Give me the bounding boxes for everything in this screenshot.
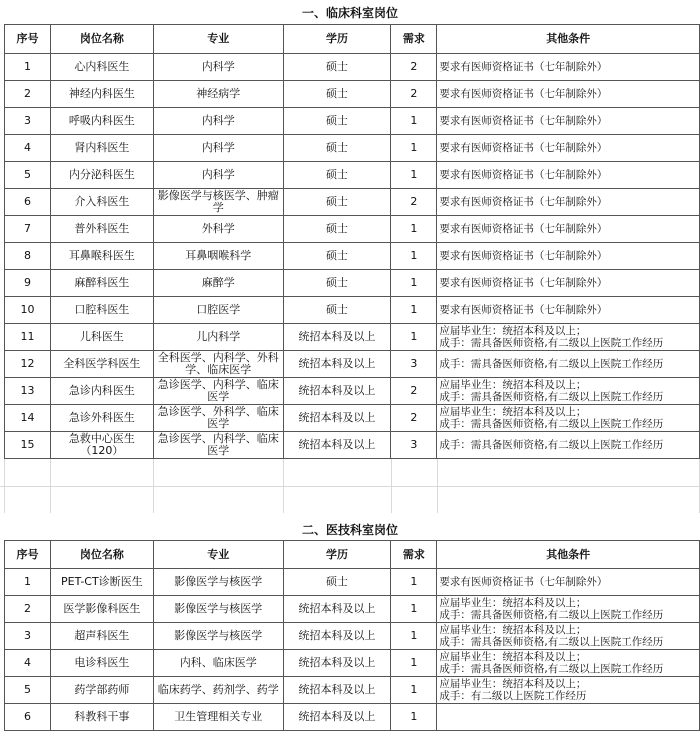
condition-line: 要求有医师资格证书（七年制除外） xyxy=(439,576,608,588)
condition-line: 要求有医师资格证书（七年制除外） xyxy=(439,196,608,208)
condition-line: 要求有医师资格证书（七年制除外） xyxy=(439,277,608,289)
major-cell: 神经病学 xyxy=(153,81,283,108)
degree-cell: 硕士 xyxy=(283,135,391,162)
table-header-row xyxy=(5,25,700,54)
table-row xyxy=(5,351,700,378)
no-cell: 10 xyxy=(5,297,51,324)
no-cell: 6 xyxy=(5,189,51,216)
position-cell: 麻醉科医生 xyxy=(50,270,153,297)
position-cell: 急救中心医生（120） xyxy=(50,432,153,459)
demand-cell: 3 xyxy=(391,432,437,459)
conditions-cell xyxy=(437,405,700,432)
position-cell: 神经内科医生 xyxy=(50,81,153,108)
no-cell: 7 xyxy=(5,216,51,243)
clinical-positions-table xyxy=(4,24,700,459)
major-cell: 口腔医学 xyxy=(153,297,283,324)
position-cell: PET-CT诊断医生 xyxy=(50,569,153,596)
position-cell: 药学部药师 xyxy=(50,677,153,704)
condition-line: 成手：需具备医师资格,有二级以上医院工作经历 xyxy=(439,418,664,430)
major-cell: 影像医学与核医学 xyxy=(153,596,283,623)
no-cell: 3 xyxy=(5,108,51,135)
demand-cell: 1 xyxy=(391,569,437,596)
conditions-cell xyxy=(437,270,700,297)
condition-line: 应届毕业生：统招本科及以上； xyxy=(439,678,587,690)
no-cell: 2 xyxy=(5,596,51,623)
degree-cell: 统招本科及以上 xyxy=(283,623,391,650)
condition-line: 成手：需具备医师资格,有二级以上医院工作经历 xyxy=(439,391,664,403)
condition-line: 成手：有二级以上医院工作经历 xyxy=(439,690,587,702)
conditions-cell xyxy=(437,135,700,162)
condition-line: 要求有医师资格证书（七年制除外） xyxy=(439,250,608,262)
no-cell: 12 xyxy=(5,351,51,378)
degree-cell: 统招本科及以上 xyxy=(283,704,391,731)
position-cell: 肾内科医生 xyxy=(50,135,153,162)
condition-line: 成手：需具备医师资格,有二级以上医院工作经历 xyxy=(439,636,664,648)
major-cell: 外科学 xyxy=(153,216,283,243)
demand-cell: 1 xyxy=(391,596,437,623)
table-row xyxy=(5,324,700,351)
conditions-cell xyxy=(437,324,700,351)
major-cell: 全科医学、内科学、外科学、临床医学 xyxy=(153,351,283,378)
table-row xyxy=(5,135,700,162)
table-row xyxy=(5,162,700,189)
no-cell: 1 xyxy=(5,569,51,596)
degree-cell: 硕士 xyxy=(283,270,391,297)
table-header-row xyxy=(5,541,700,569)
conditions-cell xyxy=(437,216,700,243)
demand-cell: 1 xyxy=(391,650,437,677)
no-cell: 8 xyxy=(5,243,51,270)
condition-line: 应届毕业生：统招本科及以上； xyxy=(439,597,587,609)
header-degree: 学历 xyxy=(283,541,391,569)
table-row xyxy=(5,378,700,405)
header-demand: 需求 xyxy=(391,25,437,54)
condition-line: 成手：需具备医师资格,有二级以上医院工作经历 xyxy=(439,358,664,370)
header-major: 专业 xyxy=(153,25,283,54)
conditions-cell xyxy=(437,351,700,378)
major-cell: 内科学 xyxy=(153,162,283,189)
condition-line: 成手：需具备医师资格,有二级以上医院工作经历 xyxy=(439,337,664,349)
conditions-cell xyxy=(437,650,700,677)
major-cell: 影像医学与核医学 xyxy=(153,569,283,596)
demand-cell: 2 xyxy=(391,81,437,108)
no-cell: 4 xyxy=(5,135,51,162)
major-cell: 儿内科学 xyxy=(153,324,283,351)
table-row xyxy=(5,216,700,243)
conditions-cell xyxy=(437,108,700,135)
position-cell: 医学影像科医生 xyxy=(50,596,153,623)
conditions-cell xyxy=(437,54,700,81)
header-major: 专业 xyxy=(153,541,283,569)
demand-cell: 1 xyxy=(391,677,437,704)
header-position: 岗位名称 xyxy=(50,25,153,54)
table-row xyxy=(5,623,700,650)
degree-cell: 统招本科及以上 xyxy=(283,324,391,351)
table-row xyxy=(5,704,700,731)
condition-line: 要求有医师资格证书（七年制除外） xyxy=(439,223,608,235)
conditions-cell xyxy=(437,162,700,189)
demand-cell: 1 xyxy=(391,324,437,351)
demand-cell: 1 xyxy=(391,243,437,270)
degree-cell: 硕士 xyxy=(283,54,391,81)
conditions-cell xyxy=(437,704,700,731)
header-demand: 需求 xyxy=(391,541,437,569)
condition-line: 要求有医师资格证书（七年制除外） xyxy=(439,304,608,316)
demand-cell: 3 xyxy=(391,351,437,378)
demand-cell: 1 xyxy=(391,704,437,731)
major-cell: 急诊医学、外科学、临床医学 xyxy=(153,405,283,432)
position-cell: 急诊外科医生 xyxy=(50,405,153,432)
condition-line: 要求有医师资格证书（七年制除外） xyxy=(439,115,608,127)
position-cell: 急诊内科医生 xyxy=(50,378,153,405)
conditions-cell xyxy=(437,297,700,324)
medtech-rows xyxy=(5,569,700,731)
conditions-cell xyxy=(437,378,700,405)
table-row xyxy=(5,270,700,297)
no-cell: 6 xyxy=(5,704,51,731)
no-cell: 5 xyxy=(5,162,51,189)
demand-cell: 1 xyxy=(391,108,437,135)
condition-line: 应届毕业生：统招本科及以上； xyxy=(439,379,587,391)
condition-line: 要求有医师资格证书（七年制除外） xyxy=(439,61,608,73)
no-cell: 2 xyxy=(5,81,51,108)
position-cell: 呼吸内科医生 xyxy=(50,108,153,135)
header-degree: 学历 xyxy=(283,25,391,54)
clinical-rows xyxy=(5,54,700,459)
major-cell: 内科学 xyxy=(153,54,283,81)
major-cell: 卫生管理相关专业 xyxy=(153,704,283,731)
table-row xyxy=(5,81,700,108)
major-cell: 内科学 xyxy=(153,108,283,135)
conditions-cell xyxy=(437,596,700,623)
major-cell: 急诊医学、内科学、临床医学 xyxy=(153,378,283,405)
degree-cell: 统招本科及以上 xyxy=(283,432,391,459)
no-cell: 5 xyxy=(5,677,51,704)
condition-line: 应届毕业生：统招本科及以上； xyxy=(439,624,587,636)
major-cell: 耳鼻咽喉科学 xyxy=(153,243,283,270)
condition-line: 要求有医师资格证书（七年制除外） xyxy=(439,88,608,100)
header-conditions: 其他条件 xyxy=(437,541,700,569)
position-cell: 内分泌科医生 xyxy=(50,162,153,189)
degree-cell: 硕士 xyxy=(283,243,391,270)
no-cell: 11 xyxy=(5,324,51,351)
no-cell: 3 xyxy=(5,623,51,650)
demand-cell: 1 xyxy=(391,135,437,162)
position-cell: 电诊科医生 xyxy=(50,650,153,677)
conditions-cell xyxy=(437,569,700,596)
major-cell: 内科学 xyxy=(153,135,283,162)
condition-line: 成手：需具备医师资格,有二级以上医院工作经历 xyxy=(439,609,664,621)
degree-cell: 统招本科及以上 xyxy=(283,650,391,677)
demand-cell: 2 xyxy=(391,54,437,81)
header-no: 序号 xyxy=(5,25,51,54)
no-cell: 14 xyxy=(5,405,51,432)
condition-line: 应届毕业生：统招本科及以上； xyxy=(439,651,587,663)
demand-cell: 1 xyxy=(391,623,437,650)
degree-cell: 统招本科及以上 xyxy=(283,596,391,623)
table-row xyxy=(5,54,700,81)
position-cell: 耳鼻喉科医生 xyxy=(50,243,153,270)
degree-cell: 硕士 xyxy=(283,216,391,243)
demand-cell: 1 xyxy=(391,216,437,243)
table-row xyxy=(5,405,700,432)
position-cell: 介入科医生 xyxy=(50,189,153,216)
position-cell: 口腔科医生 xyxy=(50,297,153,324)
section-title-medtech: 二、医技科室岗位 xyxy=(301,523,398,537)
major-cell: 影像医学与核医学、肿瘤学 xyxy=(153,189,283,216)
degree-cell: 硕士 xyxy=(283,108,391,135)
position-cell: 心内科医生 xyxy=(50,54,153,81)
table-row xyxy=(5,108,700,135)
table-row xyxy=(5,569,700,596)
degree-cell: 统招本科及以上 xyxy=(283,351,391,378)
conditions-cell xyxy=(437,677,700,704)
table-row xyxy=(5,432,700,459)
degree-cell: 硕士 xyxy=(283,189,391,216)
section-title-clinical: 一、临床科室岗位 xyxy=(301,6,398,20)
no-cell: 4 xyxy=(5,650,51,677)
degree-cell: 硕士 xyxy=(283,297,391,324)
position-cell: 科教科干事 xyxy=(50,704,153,731)
table-row xyxy=(5,596,700,623)
condition-line: 成手：需具备医师资格,有二级以上医院工作经历 xyxy=(439,663,664,675)
condition-line: 应届毕业生：统招本科及以上； xyxy=(439,325,587,337)
demand-cell: 2 xyxy=(391,405,437,432)
degree-cell: 硕士 xyxy=(283,81,391,108)
major-cell: 影像医学与核医学 xyxy=(153,623,283,650)
position-cell: 普外科医生 xyxy=(50,216,153,243)
no-cell: 1 xyxy=(5,54,51,81)
degree-cell: 硕士 xyxy=(283,569,391,596)
position-cell: 超声科医生 xyxy=(50,623,153,650)
degree-cell: 统招本科及以上 xyxy=(283,405,391,432)
condition-line: 应届毕业生：统招本科及以上； xyxy=(439,406,587,418)
conditions-cell xyxy=(437,432,700,459)
demand-cell: 2 xyxy=(391,378,437,405)
conditions-cell xyxy=(437,189,700,216)
conditions-cell xyxy=(437,243,700,270)
no-cell: 13 xyxy=(5,378,51,405)
condition-line: 要求有医师资格证书（七年制除外） xyxy=(439,142,608,154)
table-row xyxy=(5,297,700,324)
table-row xyxy=(5,677,700,704)
condition-line: 成手：需具备医师资格,有二级以上医院工作经历 xyxy=(439,439,664,451)
table-row xyxy=(5,189,700,216)
medtech-positions-table xyxy=(4,540,700,731)
major-cell: 麻醉学 xyxy=(153,270,283,297)
header-no: 序号 xyxy=(5,541,51,569)
demand-cell: 2 xyxy=(391,189,437,216)
conditions-cell xyxy=(437,623,700,650)
major-cell: 临床药学、药剂学、药学 xyxy=(153,677,283,704)
degree-cell: 统招本科及以上 xyxy=(283,677,391,704)
condition-line: 要求有医师资格证书（七年制除外） xyxy=(439,169,608,181)
table-row xyxy=(5,243,700,270)
position-cell: 全科医学科医生 xyxy=(50,351,153,378)
degree-cell: 硕士 xyxy=(283,162,391,189)
blank-spacer-grid xyxy=(0,459,700,513)
conditions-cell xyxy=(437,81,700,108)
no-cell: 9 xyxy=(5,270,51,297)
demand-cell: 1 xyxy=(391,297,437,324)
position-cell: 儿科医生 xyxy=(50,324,153,351)
demand-cell: 1 xyxy=(391,162,437,189)
header-conditions: 其他条件 xyxy=(437,25,700,54)
table-row xyxy=(5,650,700,677)
demand-cell: 1 xyxy=(391,270,437,297)
header-position: 岗位名称 xyxy=(50,541,153,569)
no-cell: 15 xyxy=(5,432,51,459)
major-cell: 急诊医学、内科学、临床医学 xyxy=(153,432,283,459)
major-cell: 内科、临床医学 xyxy=(153,650,283,677)
degree-cell: 统招本科及以上 xyxy=(283,378,391,405)
